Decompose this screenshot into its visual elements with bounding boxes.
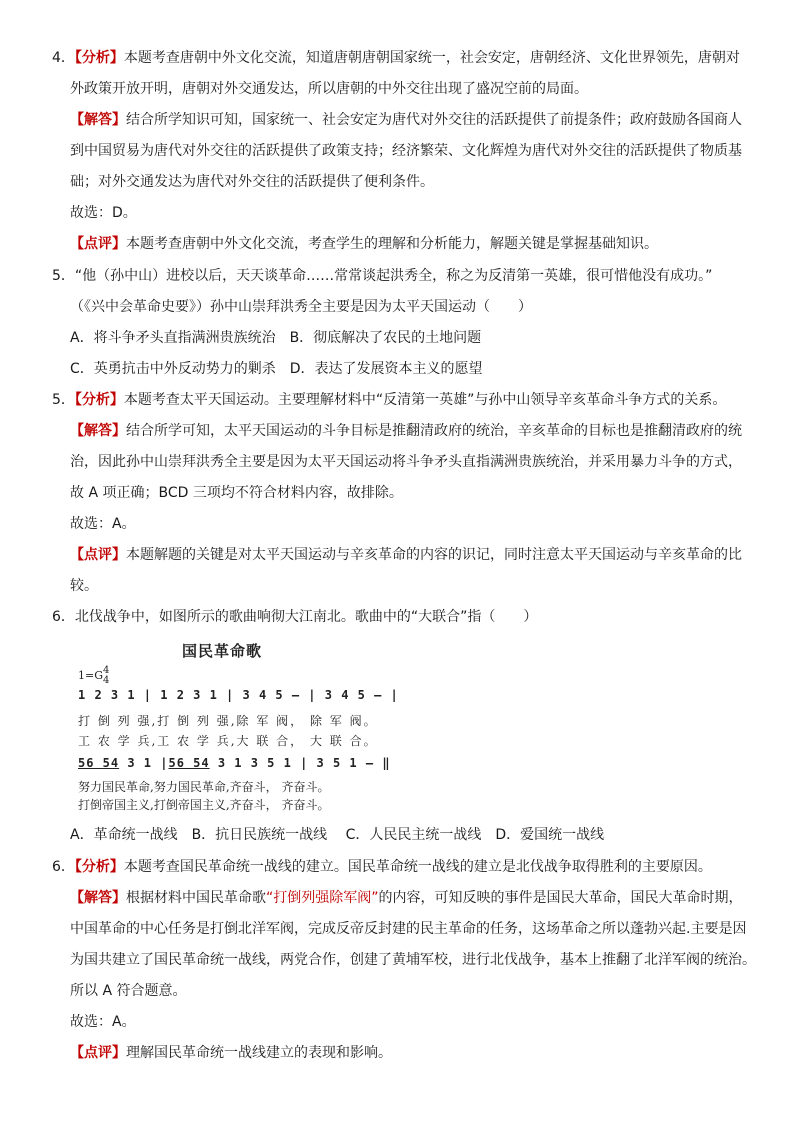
- q5-answer-tag: 【解答】: [70, 423, 126, 439]
- q4-answer-line-1: [70, 111, 742, 129]
- q5-answer-line-3: 故 A 项正确；BCD 三项均不符合材料内容，故排除。: [70, 485, 403, 501]
- score-time-bottom: 4: [103, 675, 110, 686]
- q5-answer-line-1: [70, 422, 742, 440]
- score-notes-2a: 56 54: [78, 756, 120, 770]
- score-lyric-row-2: 工 农 学 兵,工 农 学 兵,大 联 合， 大 联 合。: [78, 734, 378, 748]
- q4-number: 4．: [52, 50, 75, 66]
- q6-analysis-line: [52, 858, 712, 876]
- q4-analysis-tag: 【分析】: [74, 50, 124, 66]
- q6-answer-line-3: 为国共建立了国民革命统一战线，两党合作，创建了黄埔军校，进行北伐战争，基本上推翻了北洋军阀的统治。: [70, 952, 756, 968]
- q4-answer-line-2: 到中国贸易为唐代对外交往的活跃提供了政策支持；经济繁荣、文化辉煌为唐代对外交往的活跃提供了物质基: [70, 143, 742, 159]
- q5-number: 5．: [52, 268, 75, 284]
- q6-number-2: 6．: [52, 859, 75, 875]
- q4-analysis-line-1: [52, 49, 740, 67]
- score-notes-row-1: 1 2 3 1 | 1 2 3 1 | 3 4 5 – | 3 4 5 – |: [78, 688, 399, 702]
- score-notes-2c: 56 54: [168, 756, 210, 770]
- q4-analysis-line-2: 外政策开放开明，唐朝对外交通发达，所以唐朝的中外交往出现了盛况空前的局面。: [70, 81, 588, 97]
- q4-answer-tag: 【解答】: [70, 112, 126, 128]
- q4-answer-text-1: 结合所学知识可知，国家统一、社会安定为唐代对外交往的活跃提供了前提条件；政府鼓励各国商人: [126, 112, 742, 128]
- q6-analysis-text: 本题考查国民革命统一战线的建立。国民革命统一战线的建立是北伐战争取得胜利的主要原因。: [123, 859, 712, 875]
- score-title: 国民革命歌: [182, 642, 263, 660]
- q5-answer-line-2: 治，因此孙中山崇拜洪秀全主要是因为太平天国运动将斗争矛头直指满洲贵族统治，并采用暴力斗争的方式，: [70, 454, 742, 470]
- q5-options-cd: C．英勇抗击中外反动势力的剿杀 D．表达了发展资本主义的愿望: [70, 361, 483, 377]
- q6-stem-line: [52, 608, 537, 626]
- q4-comment-line: [70, 235, 658, 253]
- score-notes-row-2: [78, 756, 391, 770]
- q5-choice: 故选：A。: [70, 516, 136, 532]
- q6-answer-text-1b: 的内容，可知反映的事件是国民大革命，国民大革命时期，: [378, 890, 743, 906]
- q6-number: 6．: [52, 609, 75, 625]
- q6-answer-text-1a: 根据材料中国民革命歌: [126, 890, 266, 906]
- q5-comment-line-1: [70, 546, 742, 564]
- q6-options: A．革命统一战线 B．抗日民族统一战线 C．人民民主统一战线 D．爱国统一战线: [70, 827, 605, 843]
- score-notes-2d: 3 1 3 5 1 | 3 5 1 – ‖: [209, 756, 391, 770]
- score-time-top: 4: [103, 665, 110, 676]
- q5-stem-line-1: [52, 267, 712, 285]
- q4-analysis-text-1: 本题考查唐朝中外文化交流，知道唐朝唐朝国家统一，社会安定，唐朝经济、文化世界领先，唐朝对: [123, 50, 740, 66]
- q5-options-ab: A．将斗争矛头直指满洲贵族统治 B．彻底解决了农民的土地问题: [70, 330, 482, 346]
- q5-comment-line-2: 较。: [70, 578, 98, 594]
- q6-answer-line-4: 所以 A 符合题意。: [70, 983, 187, 999]
- score-key-prefix: 1=G: [78, 669, 104, 682]
- q5-analysis-text: 本题考查太平天国运动。主要理解材料中“反清第一英雄”与孙中山领导辛亥革命斗争方式的关系。: [123, 392, 727, 408]
- q5-analysis-line: [52, 391, 726, 409]
- q4-choice: 故选：D。: [70, 205, 137, 221]
- score-lyric-row-4: 打倒帝国主义,打倒帝国主义,齐奋斗， 齐奋斗。: [78, 798, 330, 812]
- q6-stem-text: 北伐战争中，如图所示的歌曲响彻大江南北。歌曲中的“大联合”指（ ）: [74, 609, 538, 625]
- q5-answer-text-1: 结合所学可知，太平天国运动的斗争目标是推翻清政府的统治，辛亥革命的目标也是推翻清政府的统: [126, 423, 742, 439]
- q5-comment-tag: 【点评】: [70, 547, 126, 563]
- q5-stem-line-2: （《兴中会革命史要》）孙中山崇拜洪秀全主要是因为太平天国运动（ ）: [70, 299, 532, 315]
- q6-answer-line-2: 中国革命的中心任务是打倒北洋军阀，完成反帝反封建的民主革命的任务，这场革命之所以蓬勃兴起.主要是因: [70, 921, 747, 937]
- q4-comment-text: 本题考查唐朝中外文化交流，考查学生的理解和分析能力，解题关键是掌握基础知识。: [126, 236, 658, 252]
- q6-comment-line: [70, 1044, 392, 1062]
- q5-comment-text-1: 本题解题的关键是对太平天国运动与辛亥革命的内容的识记，同时注意太平天国运动与辛亥革命的比: [126, 547, 742, 563]
- score-lyric-row-3: 努力国民革命,努力国民革命,齐奋斗， 齐奋斗。: [78, 780, 330, 794]
- song-score-figure: [78, 640, 399, 812]
- q6-answer-line-1: [70, 889, 743, 907]
- q6-choice: 故选：A。: [70, 1014, 136, 1030]
- score-time-signature: [103, 666, 109, 686]
- q6-answer-tag: 【解答】: [70, 890, 126, 906]
- q5-analysis-tag: 【分析】: [74, 392, 124, 408]
- q6-comment-text: 理解国民革命统一战线建立的表现和影响。: [126, 1045, 392, 1061]
- score-notes-2b: 3 1 |: [119, 756, 169, 770]
- q6-analysis-tag: 【分析】: [74, 859, 124, 875]
- score-lyric-row-1: 打 倒 列 强,打 倒 列 强,除 军 阀， 除 军 阀。: [78, 714, 378, 728]
- q5-number-2: 5．: [52, 392, 75, 408]
- q4-answer-line-3: 础；对外交通发达为唐代对外交往的活跃提供了便利条件。: [70, 174, 434, 190]
- q5-stem-text-1: “他（孙中山）进校以后，天天谈革命……常常谈起洪秀全，称之为反清第一英雄，很可惜他没有成功。”: [74, 268, 713, 284]
- q4-comment-tag: 【点评】: [70, 236, 126, 252]
- score-key-signature: [78, 666, 109, 686]
- q6-answer-quote: “打倒列强除军阀”: [266, 890, 379, 906]
- q6-comment-tag: 【点评】: [70, 1045, 126, 1061]
